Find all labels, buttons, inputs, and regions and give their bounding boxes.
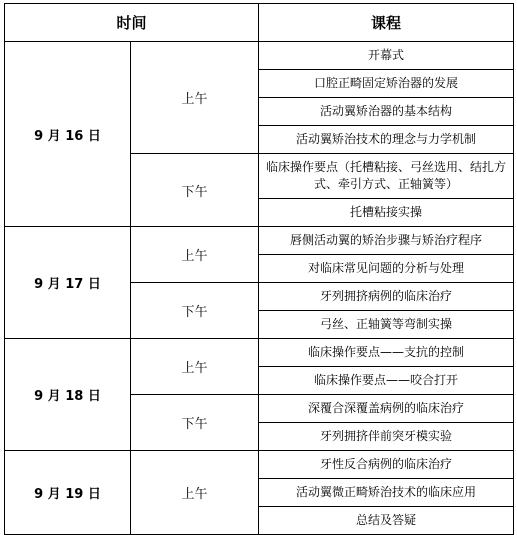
course-cell: 深覆合深覆盖病例的临床治疗 <box>259 395 514 423</box>
course-cell: 对临床常见问题的分析与处理 <box>259 255 514 283</box>
course-cell: 临床操作要点（托槽粘接、弓丝选用、结扎方式、牵引方式、正轴簧等） <box>259 154 514 199</box>
session-cell-morning: 上午 <box>131 339 259 395</box>
session-cell-morning: 上午 <box>131 42 259 154</box>
table-row <box>5 42 514 70</box>
session-cell-afternoon: 下午 <box>131 395 259 451</box>
course-cell: 活动翼矫治技术的理念与力学机制 <box>259 126 514 154</box>
course-cell: 唇侧活动翼的矫治步骤与矫治疗程序 <box>259 227 514 255</box>
session-cell-afternoon: 下午 <box>131 283 259 339</box>
course-cell: 牙性反合病例的临床治疗 <box>259 451 514 479</box>
course-cell: 临床操作要点——咬合打开 <box>259 367 514 395</box>
course-cell: 牙列拥挤病例的临床治疗 <box>259 283 514 311</box>
table-row <box>5 339 514 367</box>
date-cell: 9 月 16 日 <box>5 42 131 227</box>
course-cell: 口腔正畸固定矫治器的发展 <box>259 70 514 98</box>
date-cell: 9 月 18 日 <box>5 339 131 451</box>
table-row <box>5 451 514 479</box>
course-header: 课程 <box>259 4 514 42</box>
course-cell: 总结及答疑 <box>259 507 514 535</box>
course-cell: 活动翼矫治器的基本结构 <box>259 98 514 126</box>
schedule-table <box>4 3 514 535</box>
session-cell-afternoon: 下午 <box>131 154 259 227</box>
course-cell: 托槽粘接实操 <box>259 199 514 227</box>
course-cell: 活动翼微正畸矫治技术的临床应用 <box>259 479 514 507</box>
date-cell: 9 月 17 日 <box>5 227 131 339</box>
date-cell: 9 月 19 日 <box>5 451 131 535</box>
time-header: 时间 <box>5 4 259 42</box>
header-row <box>5 4 514 42</box>
course-cell: 弓丝、正轴簧等弯制实操 <box>259 311 514 339</box>
course-cell: 临床操作要点——支抗的控制 <box>259 339 514 367</box>
course-cell: 开幕式 <box>259 42 514 70</box>
course-cell: 牙列拥挤伴前突牙模实验 <box>259 423 514 451</box>
session-cell-morning: 上午 <box>131 227 259 283</box>
session-cell-morning: 上午 <box>131 451 259 535</box>
table-row <box>5 227 514 255</box>
